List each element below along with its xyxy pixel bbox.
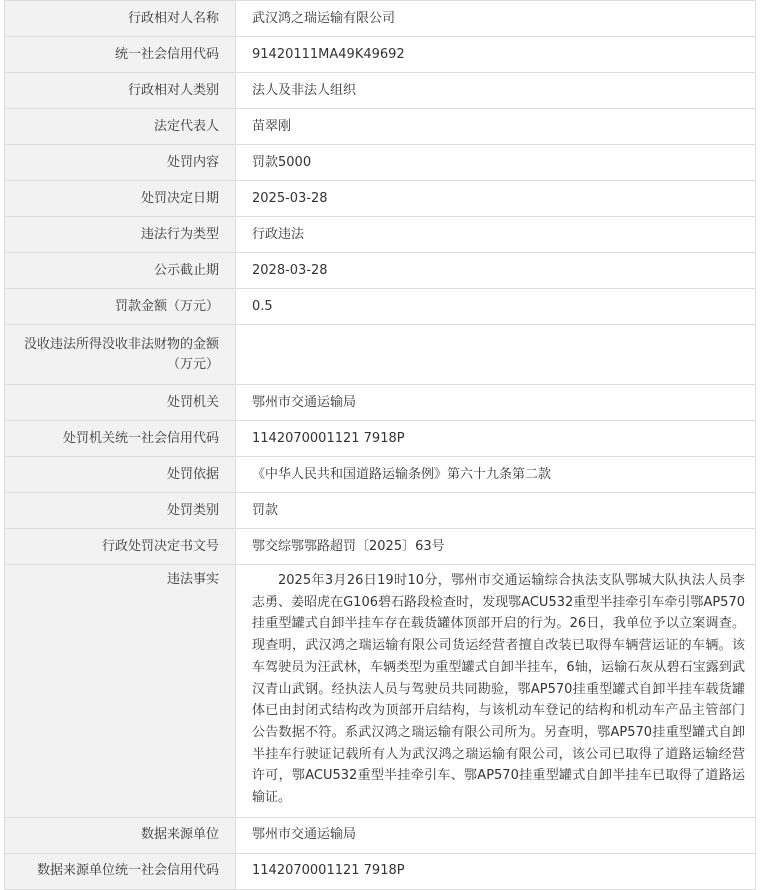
field-label: 处罚机关统一社会信用代码 [5,421,236,457]
field-value: 苗翠刚 [236,109,756,145]
row-data-source [5,817,756,853]
row-party-name [5,1,756,37]
field-value: 2025-03-28 [236,181,756,217]
row-confiscation-amount [5,325,756,385]
field-label: 处罚机关 [5,385,236,421]
row-publicity-deadline [5,253,756,289]
field-label: 处罚内容 [5,145,236,181]
row-legal-rep [5,109,756,145]
row-penalty-content [5,145,756,181]
row-decision-date [5,181,756,217]
field-value: 1142070001121 7918P [236,853,756,889]
field-label: 统一社会信用代码 [5,37,236,73]
row-basis [5,457,756,493]
row-authority [5,385,756,421]
row-party-type [5,73,756,109]
field-label: 违法事实 [5,565,236,818]
row-violation-facts [5,565,756,818]
row-authority-credit-code [5,421,756,457]
field-value: 0.5 [236,289,756,325]
field-label: 行政处罚决定书文号 [5,529,236,565]
field-label: 处罚类别 [5,493,236,529]
field-value: 法人及非法人组织 [236,73,756,109]
field-value [236,325,756,385]
row-violation-type [5,217,756,253]
field-label: 公示截止期 [5,253,236,289]
field-value: 鄂州市交通运输局 [236,385,756,421]
row-penalty-category [5,493,756,529]
field-label: 行政相对人类别 [5,73,236,109]
field-label: 处罚决定日期 [5,181,236,217]
row-document-number [5,529,756,565]
penalty-record-table [4,0,756,890]
field-value: 行政违法 [236,217,756,253]
field-label: 没收违法所得没收非法财物的金额（万元） [5,325,236,385]
field-value: 《中华人民共和国道路运输条例》第六十九条第二款 [236,457,756,493]
field-value: 鄂州市交通运输局 [236,817,756,853]
row-data-source-credit-code [5,853,756,889]
field-label: 数据来源单位 [5,817,236,853]
field-value: 武汉鸿之瑞运输有限公司 [236,1,756,37]
field-label: 数据来源单位统一社会信用代码 [5,853,236,889]
field-label: 行政相对人名称 [5,1,236,37]
field-value: 2028-03-28 [236,253,756,289]
field-label: 处罚依据 [5,457,236,493]
field-value: 罚款5000 [236,145,756,181]
field-value: 2025年3月26日19时10分，鄂州市交通运输综合执法支队鄂城大队执法人员李志勇、姜昭虎在G106碧石路段检查时，发现鄂ACU532重型半挂牵引车牵引鄂AP570挂重型罐式自卸半挂车存在载货罐体顶部开启的行为。26日，我单位予以立案调查。现查明，武汉鸿之瑞运输有限公司货运经营者擅自改装已取得车辆营运证的车辆。该车驾驶员为汪武林，车辆类型为重型罐式自卸半挂车，6轴，运输石灰从碧石宝露到武汉青山武钢。经执法人员与驾驶员共同勘验，鄂AP570挂重型罐式自卸半挂车载货罐体已由封闭式结构改为顶部开启结构，与该机动车登记的结构和机动车产品主管部门公告数据不符。系武汉鸿之瑞运输有限公司所为。另查明，鄂AP570挂重型罐式自卸半挂车行驶证记载所有人为武汉鸿之瑞运输有限公司，该公司已取得了道路运输经营许可，鄂ACU532重型半挂牵引车、鄂AP570挂重型罐式自卸半挂车已取得了道路运输证。 [236,565,756,818]
row-fine-amount [5,289,756,325]
field-value: 罚款 [236,493,756,529]
field-label: 法定代表人 [5,109,236,145]
field-value: 1142070001121 7918P [236,421,756,457]
field-value: 鄂交综鄂鄂路超罚〔2025〕63号 [236,529,756,565]
field-value: 91420111MA49K49692 [236,37,756,73]
field-label: 罚款金额（万元） [5,289,236,325]
field-label: 违法行为类型 [5,217,236,253]
row-credit-code [5,37,756,73]
